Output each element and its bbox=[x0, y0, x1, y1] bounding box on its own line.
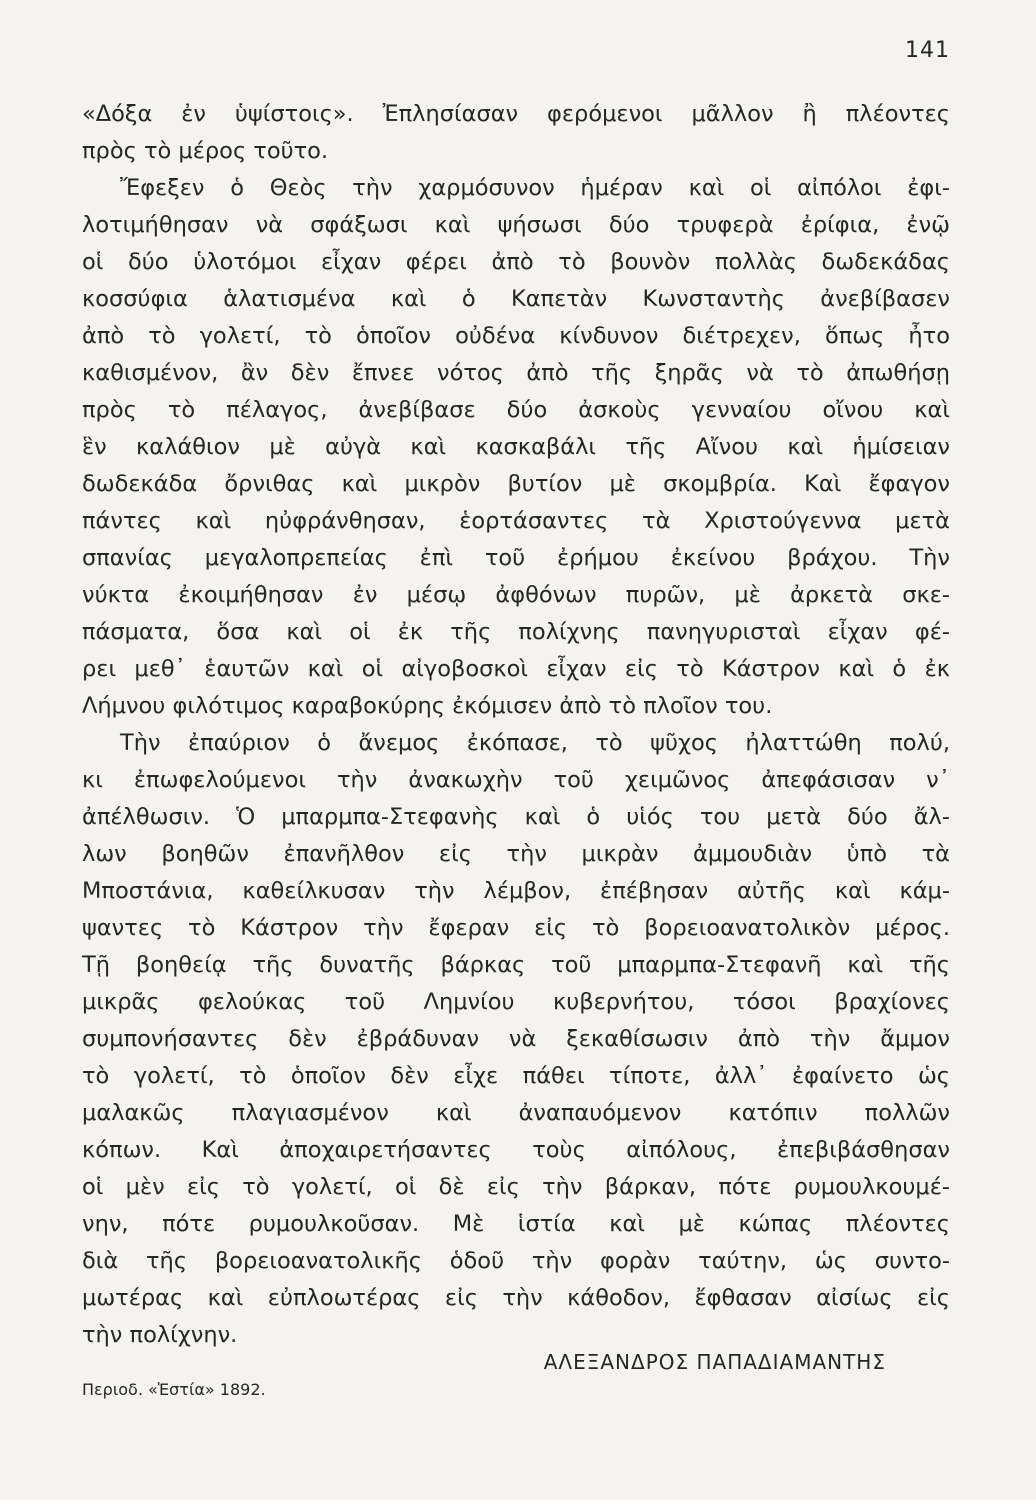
text-line: πρὸς τὸ μέρος τοῦτο. bbox=[82, 138, 329, 164]
text-line: κόπων. Καὶ ἀποχαιρετήσαντες τοὺς αἰπόλους, ἐπεβιβάσθησαν bbox=[82, 1137, 950, 1163]
text-line: διὰ τῆς βορειοανατολικῆς ὁδοῦ τὴν φορὰν ταύτην, ὡς συντο- bbox=[82, 1248, 950, 1274]
text-line: ἓν καλάθιον μὲ αὐγὰ καὶ κασκαβάλι τῆς Αἴνου καὶ ἡμίσειαν bbox=[82, 434, 950, 460]
author-signature: ΑΛΕΞΑΝΔΡΟΣ ΠΑΠΑΔΙΑΜΑΝΤΗΣ bbox=[543, 1350, 886, 1374]
text-line: λων βοηθῶν ἐπανῆλθον εἰς τὴν μικρὰν ἀμμουδιὰν ὑπὸ τὰ bbox=[82, 841, 950, 867]
text-line: τὸ γολετί, τὸ ὁποῖον δὲν εἶχε πάθει τίποτε, ἀλλ᾽ ἐφαίνετο ὡς bbox=[82, 1063, 950, 1089]
text-line: ἀπὸ τὸ γολετί, τὸ ὁποῖον οὐδένα κίνδυνον διέτρεχεν, ὅπως ἦτο bbox=[82, 323, 950, 349]
text-line: οἱ δύο ὑλοτόμοι εἶχαν φέρει ἀπὸ τὸ βουνὸν πολλὰς δωδεκάδας bbox=[82, 249, 950, 275]
text-line: πάσματα, ὅσα καὶ οἱ ἐκ τῆς πολίχνης πανηγυρισταὶ εἶχαν φέ- bbox=[82, 619, 950, 645]
text-line: καθισμένον, ἂν δὲν ἔπνεε νότος ἀπὸ τῆς ξηρᾶς νὰ τὸ ἀπωθήσῃ bbox=[82, 360, 950, 386]
text-line: ρει μεθ᾽ ἑαυτῶν καὶ οἱ αἰγοβοσκοὶ εἶχαν εἰς τὸ Κάστρον καὶ ὁ ἐκ bbox=[82, 656, 950, 682]
text-line: μικρᾶς φελούκας τοῦ Λημνίου κυβερνήτου, τόσοι βραχίονες bbox=[82, 989, 950, 1015]
text-line: πρὸς τὸ πέλαγος, ἀνεβίβασε δύο ἀσκοὺς γενναίου οἴνου καὶ bbox=[82, 397, 950, 423]
text-line: Τῇ βοηθείᾳ τῆς δυνατῆς βάρκας τοῦ μπαρμπα-Στεφανῆ καὶ τῆς bbox=[82, 952, 950, 978]
source-citation: Περιοδ. «Ἑστία» 1892. bbox=[82, 1380, 266, 1399]
text-line: μαλακῶς πλαγιασμένον καὶ ἀναπαυόμενον κατόπιν πολλῶν bbox=[82, 1100, 950, 1126]
text-line: Ἔφεξεν ὁ Θεὸς τὴν χαρμόσυνον ἡμέραν καὶ οἱ αἰπόλοι ἐφι- bbox=[120, 175, 950, 201]
text-line: «Δόξα ἐν ὑψίστοις». Ἐπλησίασαν φερόμενοι μᾶλλον ἢ πλέοντες bbox=[82, 101, 950, 127]
text-line: ἀπέλθωσιν. Ὁ μπαρμπα-Στεφανὴς καὶ ὁ υἱός του μετὰ δύο ἄλ- bbox=[82, 804, 950, 830]
text-line: σπανίας μεγαλοπρεπείας ἐπὶ τοῦ ἐρήμου ἐκείνου βράχου. Τὴν bbox=[82, 545, 950, 571]
text-line: πάντες καὶ ηὐφράνθησαν, ἑορτάσαντες τὰ Χριστούγεννα μετὰ bbox=[82, 508, 950, 534]
text-line: μωτέρας καὶ εὐπλοωτέρας εἰς τὴν κάθοδον, ἔφθασαν αἰσίως εἰς bbox=[82, 1285, 950, 1311]
text-line: νην, πότε ρυμουλκοῦσαν. Μὲ ἱστία καὶ μὲ κώπας πλέοντες bbox=[82, 1211, 950, 1237]
text-line: λοτιμήθησαν νὰ σφάξωσι καὶ ψήσωσι δύο τρυφερὰ ἐρίφια, ἐνῷ bbox=[82, 212, 950, 238]
text-line: τὴν πολίχνην. bbox=[82, 1322, 238, 1348]
text-line: κι ἐπωφελούμενοι τὴν ἀνακωχὴν τοῦ χειμῶνος ἀπεφάσισαν ν᾽ bbox=[82, 767, 950, 793]
text-line: δωδεκάδα ὄρνιθας καὶ μικρὸν βυτίον μὲ σκομβρία. Καὶ ἔφαγον bbox=[82, 471, 950, 497]
text-line: συμπονήσαντες δὲν ἐβράδυναν νὰ ξεκαθίσωσιν ἀπὸ τὴν ἄμμον bbox=[82, 1026, 950, 1052]
text-line: Τὴν ἐπαύριον ὁ ἄνεμος ἐκόπασε, τὸ ψῦχος ἠλαττώθη πολύ, bbox=[120, 730, 950, 756]
page-number: 141 bbox=[905, 38, 950, 63]
text-line: οἱ μὲν εἰς τὸ γολετί, οἱ δὲ εἰς τὴν βάρκαν, πότε ρυμουλκουμέ- bbox=[82, 1174, 950, 1200]
text-line: Λήμνου φιλότιμος καραβοκύρης ἐκόμισεν ἀπὸ τὸ πλοῖον του. bbox=[82, 693, 773, 719]
text-line: ψαντες τὸ Κάστρον τὴν ἔφεραν εἰς τὸ βορειοανατολικὸν μέρος. bbox=[82, 915, 950, 941]
body-text bbox=[82, 96, 950, 1354]
text-line: Μποστάνια, καθείλκυσαν τὴν λέμβον, ἐπέβησαν αὐτῆς καὶ κάμ- bbox=[82, 878, 950, 904]
text-line: κοσσύφια ἁλατισμένα καὶ ὁ Καπετὰν Κωνσταντὴς ἀνεβίβασεν bbox=[82, 286, 950, 312]
text-line: νύκτα ἐκοιμήθησαν ἐν μέσῳ ἀφθόνων πυρῶν, μὲ ἀρκετὰ σκε- bbox=[82, 582, 950, 608]
